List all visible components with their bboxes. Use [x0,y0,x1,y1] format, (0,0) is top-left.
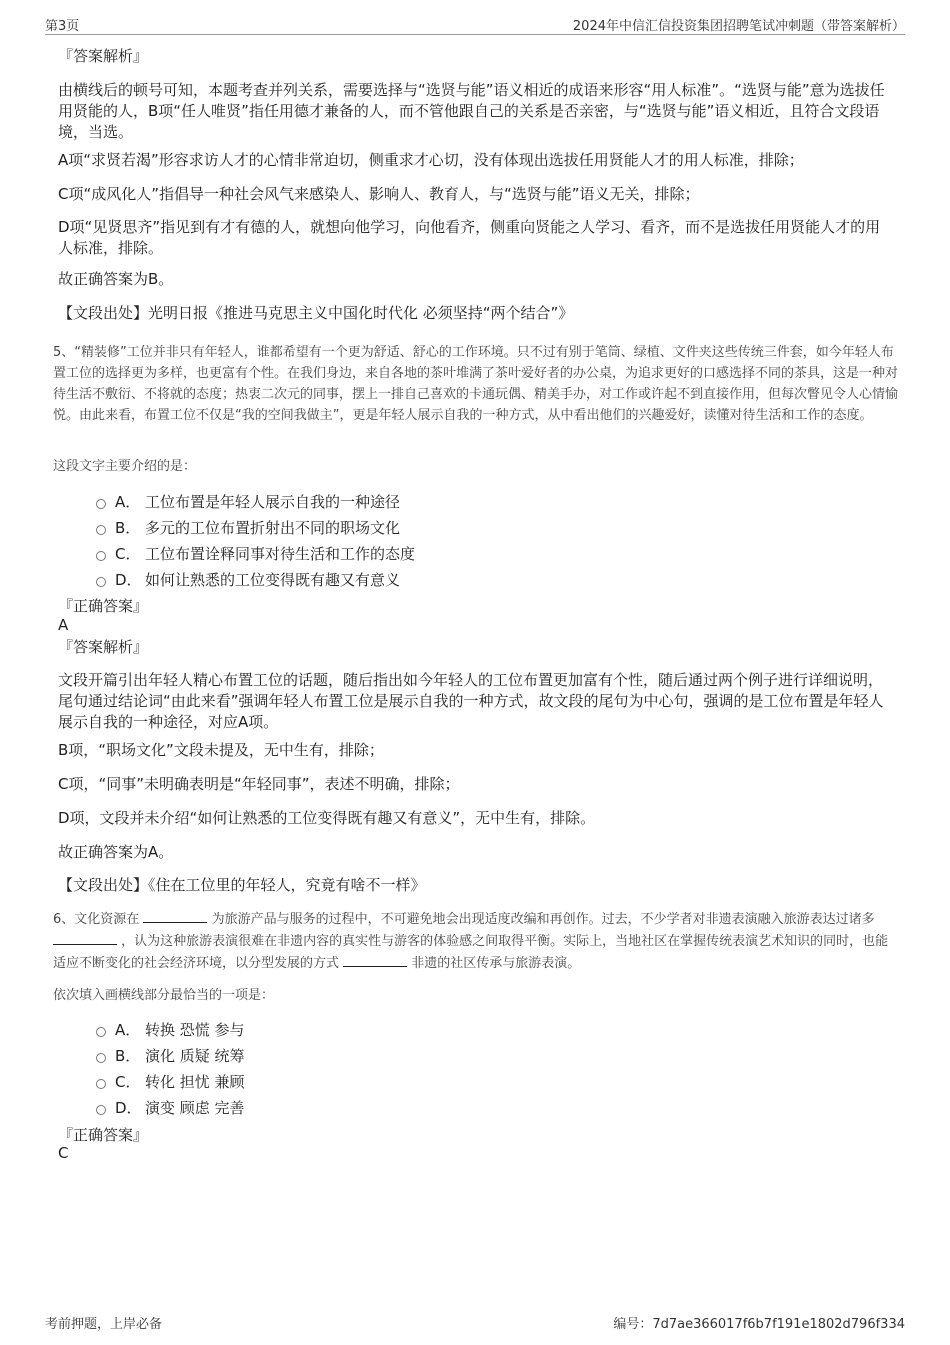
stem-part: 6、文化资源在 [53,912,140,927]
option-letter: C． [115,544,141,563]
page-header [45,14,905,35]
correct-answer-label: 『正确答案』 [58,597,149,615]
option-b[interactable] [96,1043,245,1067]
document-code: 编号：7d7ae366017f6b7f191e1802d796f334 [613,1317,905,1332]
option-text: 演变 顾虑 完善 [145,1098,245,1117]
question-prompt: 依次填入画横线部分最恰当的一项是： [53,988,275,1003]
correct-answer-label: 『正确答案』 [58,1126,149,1144]
correct-answer: C [58,1144,69,1162]
analysis-paragraph: 由横线后的顿号可知，本题考查并列关系，需要选择与“选贤与能”语义相近的成语来形容“用人标准”。“选贤与能”意为选拔任用贤能的人，B项“任人唯贤”指任用德才兼备的人，而不管他跟自己的关系是否亲密，与“选贤与能”语义相近，且符合文段语境，当选。 [58,81,885,141]
stem-part: 为旅游产品与服务的过程中，不可避免地会出现适度改编和再创作。过去，不少学者对非遗表演融入旅游表达过诸多 [211,912,875,927]
question-stem: 5、“精装修”工位并非只有年轻人，谁都希望有一个更为舒适、舒心的工作环境。只不过有别于笔筒、绿植、文件夹这些传统三件套，如今年轻人布置工位的选择更为多样，也更富有个性。在我们身边，来自各地的茶叶堆满了茶叶爱好者的办公桌，为追求更好的口感选择不同的茶具，这是一种对待生活不敷衍、不将就的态度；热衷二次元的同事，摆上一排自己喜欢的卡通玩偶、精美手办，对工作或许起不到直接作用，但每次瞥见令人心情愉悦。由此来看，布置工位不仅是“我的空间我做主”，更是年轻人展示自我的一种方式，从中看出他们的兴趣爱好，读懂对待生活和工作的态度。 [53,345,899,423]
analysis-paragraph: A项“求贤若渴”形容求访人才的心情非常迫切，侧重求才心切，没有体现出选拔任用贤能人才的用人标准，排除； [58,151,804,169]
option-a[interactable] [96,489,400,513]
option-c[interactable] [96,541,415,565]
option-letter: A． [115,1020,141,1039]
analysis-paragraph: C项“成风化人”指倡导一种社会风气来感染人、影响人、教育人，与“选贤与能”语义无关，排除； [58,185,700,203]
page-number: 第3页 [45,19,80,34]
option-letter: C． [115,1072,141,1091]
fill-blank-2 [53,930,117,945]
analysis-conclusion: 故正确答案为B。 [58,270,174,288]
option-letter: B． [115,1046,141,1065]
option-d[interactable] [96,1095,245,1119]
option-letter: B． [115,518,141,537]
option-b[interactable] [96,515,400,539]
source-citation: 【文段出处】《住在工位里的年轻人，究竟有啥不一样》 [58,876,426,894]
analysis-conclusion: 故正确答案为A。 [58,843,174,861]
analysis-paragraph: D项“见贤思齐”指见到有才有德的人，就想向他学习，向他看齐，侧重向贤能之人学习、看齐，而不是选拔任用贤能人才的用人标准，排除。 [58,218,881,257]
question-prompt: 这段文字主要介绍的是： [53,459,197,474]
radio-icon[interactable] [96,551,106,561]
option-letter: D． [115,570,142,589]
analysis-paragraph: 文段开篇引出年轻人精心布置工位的话题，随后指出如今年轻人的工位布置更加富有个性，随后通过两个例子进行详细说明，尾句通过结论词“由此来看”强调年轻人布置工位是展示自我的一种方式，故文段的尾句为中心句，强调的是工位布置是年轻人展示自我的一种途径，对应A项。 [58,671,884,731]
analysis-paragraph: B项，“职场文化”文段未提及，无中生有，排除； [58,741,384,759]
analysis-label: 『答案解析』 [58,47,149,65]
option-text: 转化 担忧 兼顾 [145,1072,245,1091]
analysis-paragraph: C项，“同事”未明确表明是“年轻同事”，表述不明确，排除； [58,775,460,793]
stem-part: 非遗的社区传承与旅游表演。 [411,956,581,971]
radio-icon[interactable] [96,577,106,587]
radio-icon[interactable] [96,1079,106,1089]
fill-blank-3 [343,952,407,967]
option-a[interactable] [96,1017,245,1041]
stem-part: ，认为这种旅游表演很难在非遗内容的真实性与游客的体验感之间取得平衡。实际上，当地社区在掌握传统表演艺术知识的同时，也能适应不断变化的社会经济环境，以分型发展的方式 [53,934,889,971]
question-stem [53,908,898,974]
page-footer [45,1313,905,1333]
radio-icon[interactable] [96,1105,106,1115]
radio-icon[interactable] [96,1053,106,1063]
document-title: 2024年中信汇信投资集团招聘笔试冲刺题（带答案解析） [572,19,905,34]
option-text: 工位布置是年轻人展示自我的一种途径 [145,492,401,511]
radio-icon[interactable] [96,1027,106,1037]
option-c[interactable] [96,1069,245,1093]
option-text: 演化 质疑 统筹 [145,1046,245,1065]
source-citation: 【文段出处】光明日报《推进马克思主义中国化时代化 必须坚持“两个结合”》 [58,304,574,322]
option-d[interactable] [96,567,400,591]
fill-blank-1 [143,908,207,923]
option-letter: D． [115,1098,142,1117]
correct-answer: A [58,616,69,634]
option-text: 工位布置诠释同事对待生活和工作的态度 [145,544,416,563]
radio-icon[interactable] [96,525,106,535]
radio-icon[interactable] [96,499,106,509]
footer-slogan: 考前押题，上岸必备 [45,1317,163,1332]
option-text: 多元的工位布置折射出不同的职场文化 [145,518,401,537]
option-letter: A． [115,492,141,511]
analysis-paragraph: D项，文段并未介绍“如何让熟悉的工位变得既有趣又有意义”，无中生有，排除。 [58,809,596,827]
option-text: 转换 恐慌 参与 [145,1020,245,1039]
analysis-label: 『答案解析』 [58,638,149,656]
option-text: 如何让熟悉的工位变得既有趣又有意义 [145,570,401,589]
